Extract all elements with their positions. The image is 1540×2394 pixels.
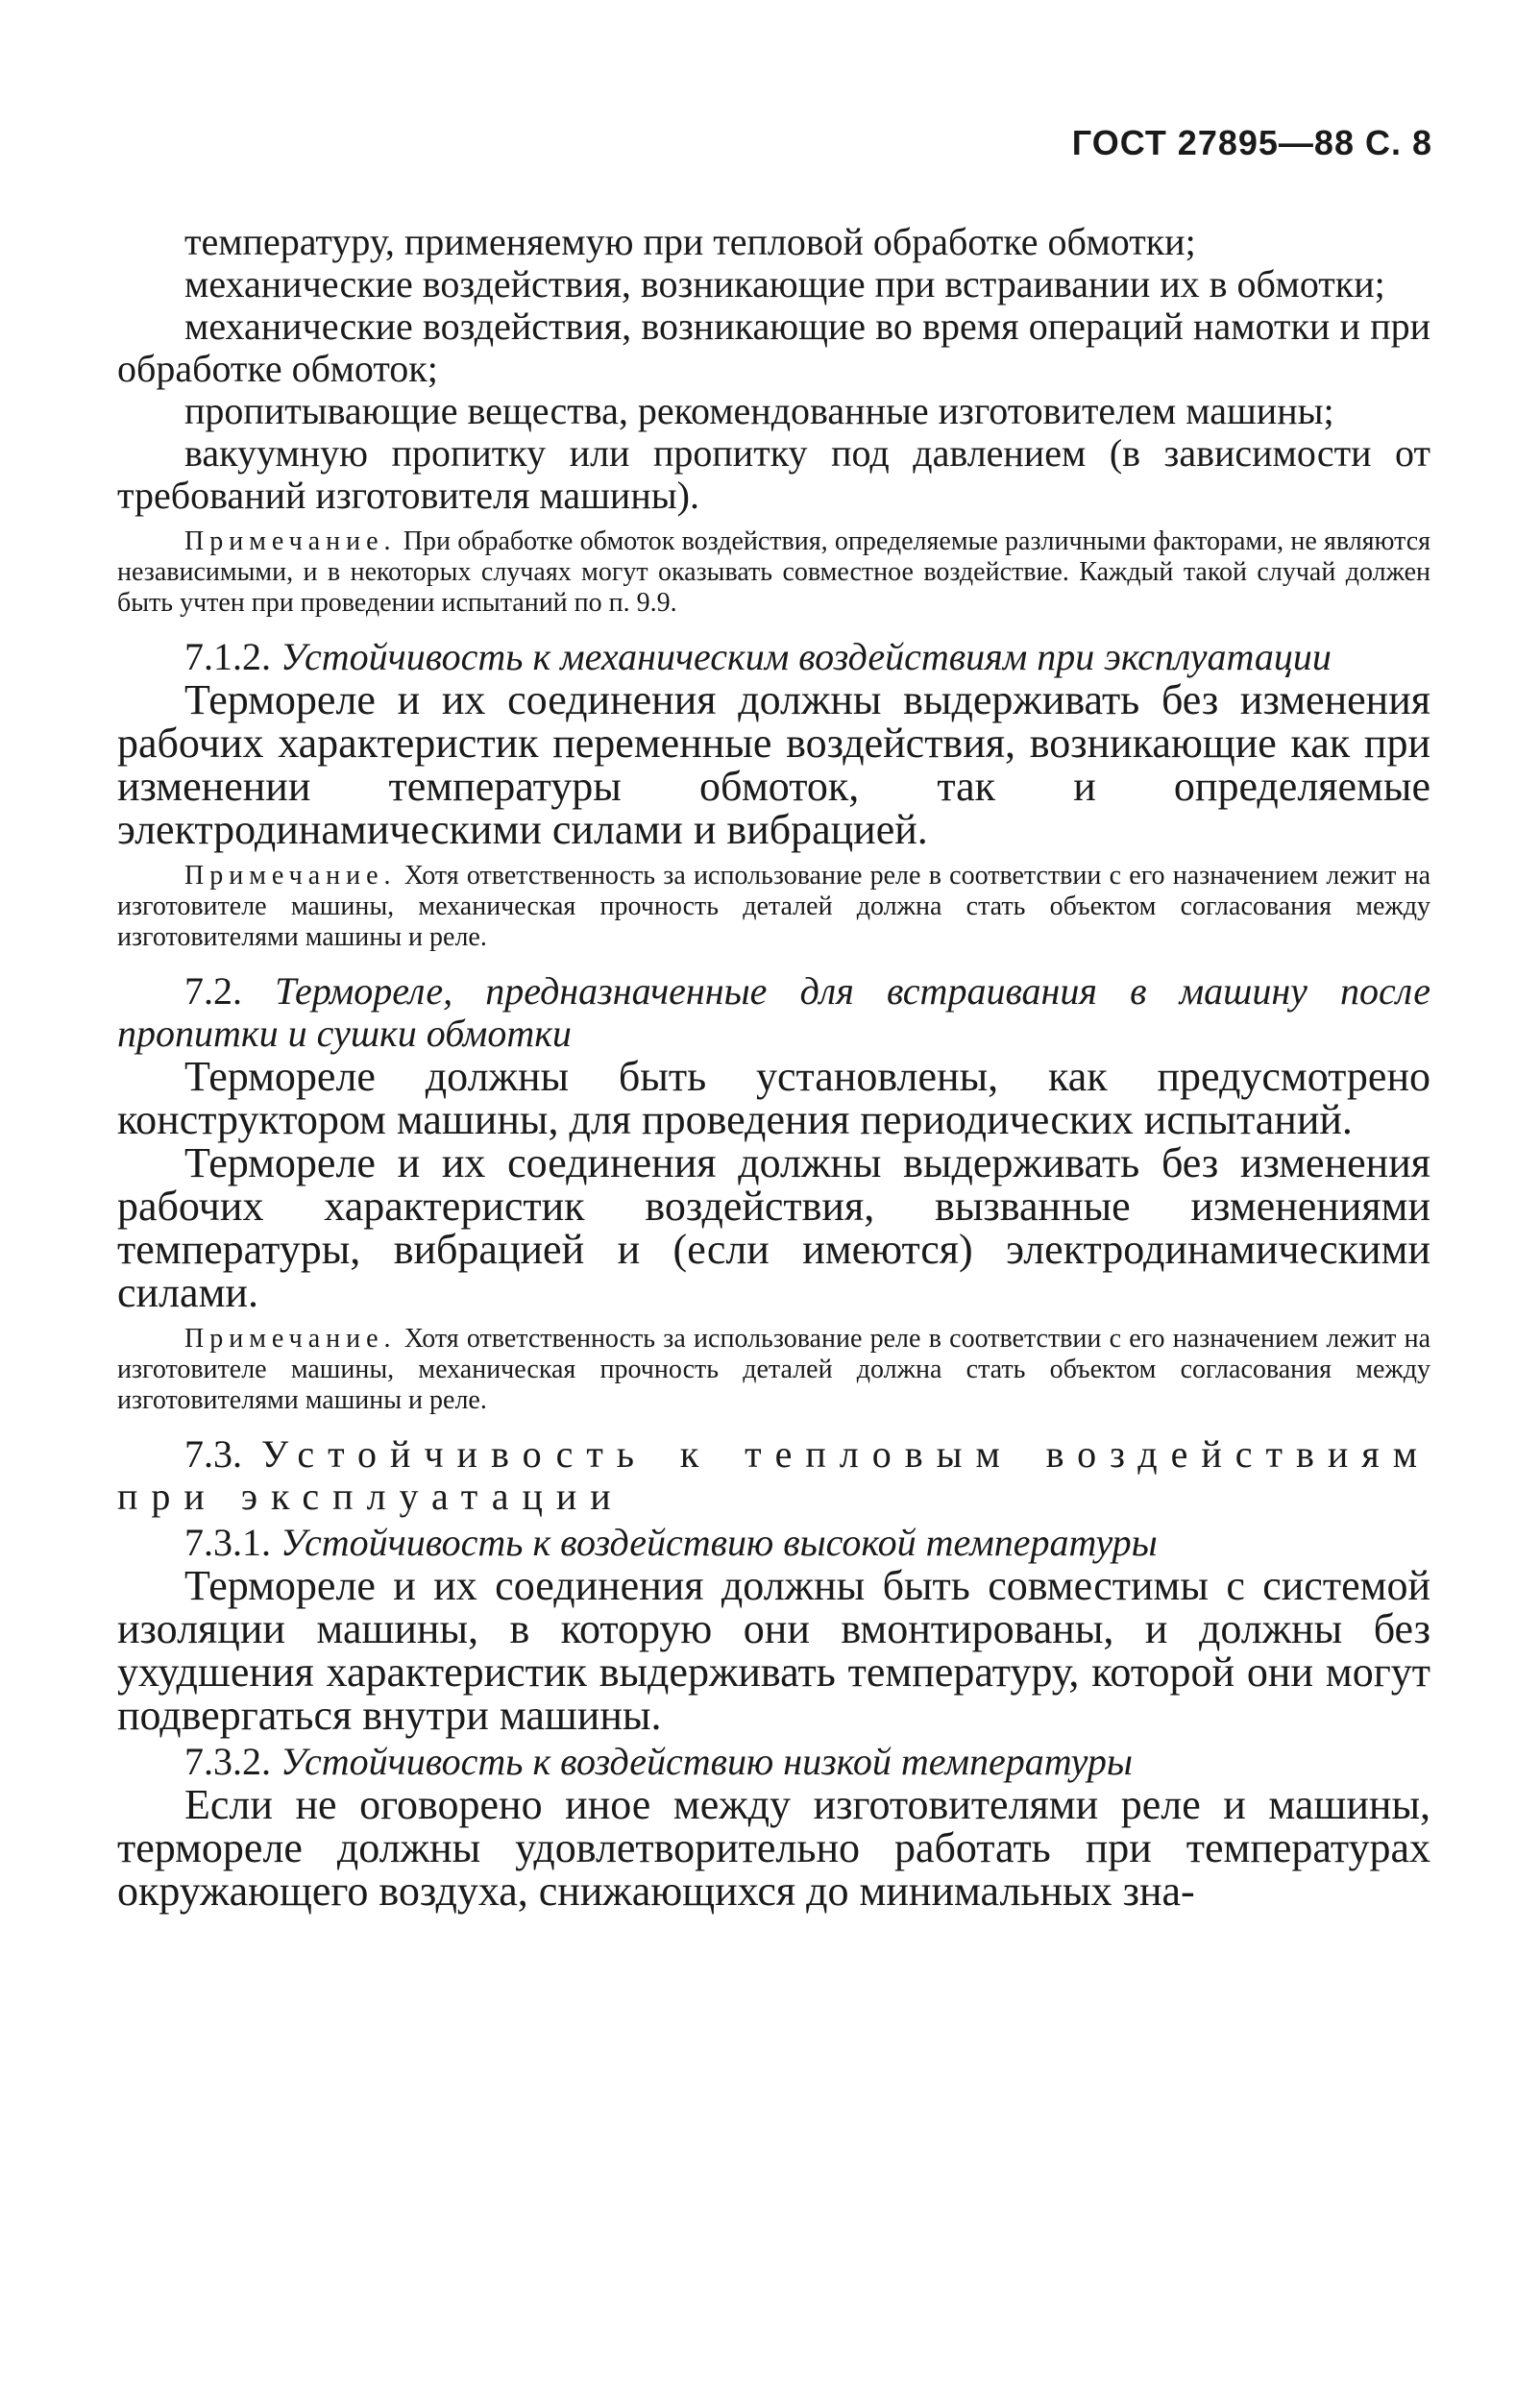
note-label: Примечание. — [184, 861, 397, 891]
paragraph: Если не оговорено иное между изготовителями реле и машины, термореле должны удовлетворительно работать при температурах окружающего воздуха, снижающихся до минимальных зна- — [117, 1781, 1430, 1915]
note-text: При обработке обмоток воздействия, определяемые различными факторами, не являются независимыми, и в некоторых случаях могут оказывать совместное воздействие. Каждый такой случай должен быть учтен при проведении испытаний по п. 9.9. — [117, 526, 1430, 618]
note-label: Примечание. — [184, 1324, 397, 1354]
running-header: ГОСТ 27895—88 С. 8 — [1071, 123, 1432, 162]
note-text: Хотя ответственность за использование реле в соответствии с его назначением лежит на изготовителе машины, механическая прочность деталей должна стать объектом согласования между изготовителями машины и реле. — [117, 1324, 1431, 1415]
paragraph: Термореле и их соединения должны выдерживать без изменения рабочих характеристик переменные воздействия, возникающие как при изменении температуры обмоток, так и определяемые электродинамическими силами и вибрацией. — [117, 676, 1430, 853]
document-body — [117, 221, 1430, 1913]
section-title: Устойчивость к воздействию высокой температуры — [281, 1521, 1158, 1564]
note — [117, 526, 1430, 619]
note — [117, 1324, 1430, 1416]
section-number: 7.3.1. — [184, 1521, 271, 1564]
section-heading-7-3-2 — [117, 1741, 1430, 1783]
section-title: Устойчивость к воздействию низкой температуры — [281, 1740, 1133, 1783]
section-title: Устойчивость к тепловым воздействиям при эксплуатации — [117, 1432, 1431, 1518]
paragraph: механические воздействия, возникающие при встраивании их в обмотки; — [184, 262, 1385, 305]
section-heading-7-3 — [117, 1433, 1430, 1518]
note-text: Хотя ответственность за использование реле в соответствии с его назначением лежит на изготовителе машины, механическая прочность деталей должна стать объектом согласования между изготовителями машины и реле. — [117, 861, 1431, 952]
section-number: 7.1.2. — [184, 635, 271, 678]
section-heading-7-1-2 — [117, 636, 1430, 678]
paragraph: Термореле и их соединения должны выдерживать без изменения рабочих характеристик воздействия, вызванные изменениями температуры, вибрацией и (если имеются) электродинамическими силами. — [117, 1139, 1430, 1316]
section-number: 7.2. — [184, 969, 242, 1013]
paragraph: Термореле должны быть установлены, как предусмотрено конструктором машины, для проведения периодических испытаний. — [117, 1053, 1430, 1143]
paragraph: Термореле и их соединения должны быть совместимы с системой изоляции машины, в которую они вмонтированы, и должны без ухудшения характеристик выдерживать температуру, которой они могут подвергаться внутри машины. — [117, 1562, 1430, 1739]
paragraph: механические воздействия, возникающие во время операций намотки и при обработке обмоток; — [117, 305, 1430, 390]
note-label: Примечание. — [184, 526, 397, 556]
section-number: 7.3. — [184, 1432, 242, 1476]
paragraph: температуру, применяемую при тепловой обработке обмотки; — [184, 220, 1196, 263]
section-heading-7-3-1 — [117, 1522, 1430, 1564]
paragraph: вакуумную пропитку или пропитку под давлением (в зависимости от требований изготовителя машины). — [117, 431, 1430, 517]
note — [117, 861, 1430, 953]
paragraph: пропитывающие вещества, рекомендованные изготовителем машины; — [184, 389, 1334, 432]
section-number: 7.3.2. — [184, 1740, 271, 1783]
section-title: Устойчивость к механическим воздействиям при эксплуатации — [281, 635, 1332, 678]
section-title: Термореле, предназначенные для встраивания в машину после пропитки и сушки обмотки — [117, 969, 1430, 1055]
section-heading-7-2 — [117, 970, 1430, 1055]
